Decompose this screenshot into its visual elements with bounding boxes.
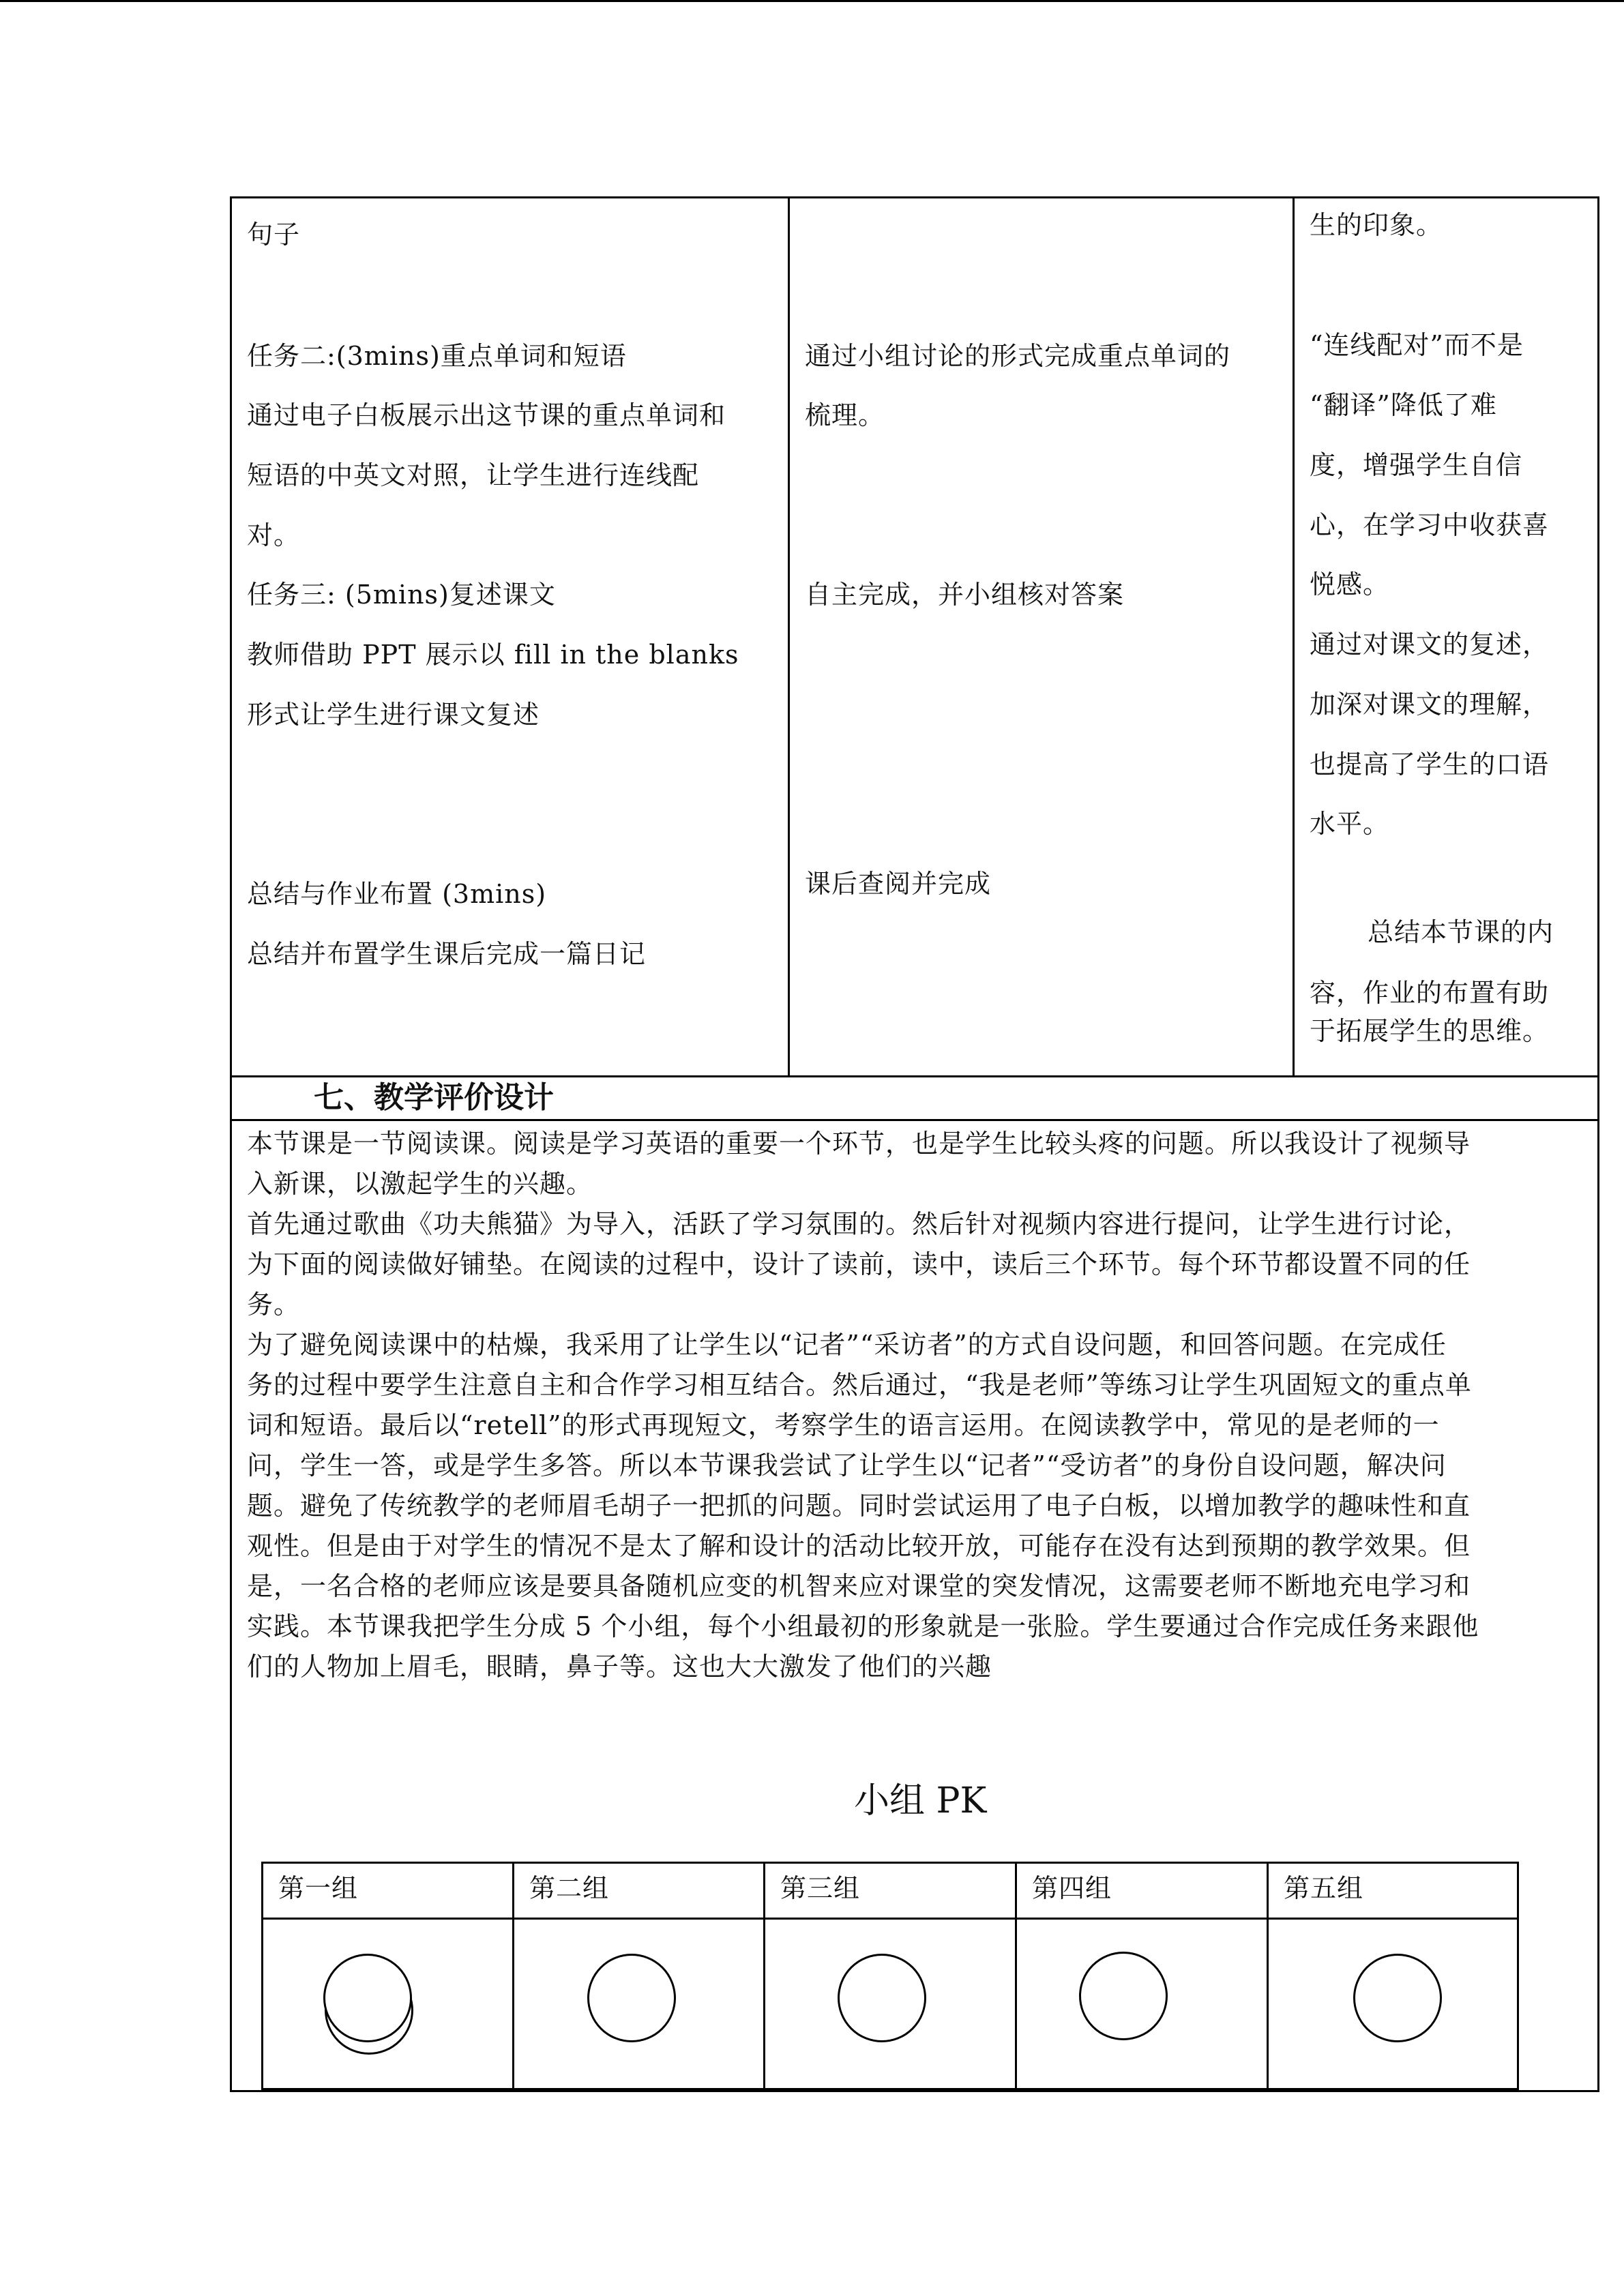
section-heading: 七、教学评价设计 [314,1080,554,1115]
pk-col-line [1015,1862,1017,2090]
col3-line-6: 悦感。 [1310,569,1390,599]
section-top-rule [230,1075,1599,1077]
pk-header-rule [261,1918,1519,1920]
col1-line-8: 形式让学生进行课文复述 [247,700,540,730]
eval-line-7: 务的过程中要学生注意自主和合作学习相互结合。然后通过，“我是老师”等练习让学生巩固短文的重点单 [247,1370,1472,1400]
eval-line-5: 务。 [247,1289,301,1320]
group-pk-title: 小组 PK [854,1780,987,1821]
pk-table-top [261,1862,1519,1864]
col3-line-11: 总结本节课的内 [1368,917,1554,947]
eval-line-13: 实践。本节课我把学生分成 5 个小组，每个小组最初的形象就是一张脸。学生要通过合作完成任务来跟他 [247,1611,1479,1641]
eval-line-4: 为下面的阅读做好铺垫。在阅读的过程中，设计了读前，读中，读后三个环节。每个环节都设置不同的任 [247,1249,1471,1279]
col3-line-2: “连线配对”而不是 [1310,330,1524,360]
col3-line-5: 心，在学习中收获喜 [1310,510,1550,540]
col1-line-5: 对。 [247,520,301,550]
pk-col-line [1267,1862,1269,2090]
group-1-face [323,1954,412,2042]
group-5-header: 第五组 [1284,1873,1364,1903]
eval-line-11: 观性。但是由于对学生的情况不是太了解和设计的活动比较开放，可能存在没有达到预期的教学效果。但 [247,1531,1471,1561]
eval-line-10: 题。避免了传统教学的老师眉毛胡子一把抓的问题。同时尝试运用了电子白板，以增加教学的趣味性和直 [247,1491,1471,1521]
col3-line-8: 加深对课文的理解， [1310,689,1550,719]
group-1-header: 第一组 [278,1873,359,1903]
col3-line-10: 水平。 [1310,809,1390,839]
col3-line-3: “翻译”降低了难 [1310,390,1497,420]
eval-line-9: 问，学生一答，或是学生多答。所以本节课我尝试了让学生以“记者”“受访者”的身份自设问题，解决问 [247,1450,1447,1480]
col1-line-10: 总结并布置学生课后完成一篇日记 [247,939,647,969]
col2-line-3: 自主完成，并小组核对答案 [805,580,1125,610]
eval-line-3: 首先通过歌曲《功夫熊猫》为导入，活跃了学习氛围的。然后针对视频内容进行提问，让学生进行讨论， [247,1209,1471,1239]
eval-line-14: 们的人物加上眉毛，眼睛，鼻子等。这也大大激发了他们的兴趣 [247,1652,992,1682]
col1-line-1: 句子 [247,220,301,250]
group-4-header: 第四组 [1032,1873,1112,1903]
group-4-face [1079,1952,1168,2040]
col3-line-9: 也提高了学生的口语 [1310,749,1550,779]
col1-line-7: 教师借助 PPT 展示以 fill in the blanks [247,640,739,670]
col3-line-13: 于拓展学生的思维。 [1310,1016,1550,1046]
eval-line-1: 本节课是一节阅读课。阅读是学习英语的重要一个环节，也是学生比较头疼的问题。所以我设计了视频导 [247,1129,1471,1159]
column-divider-2 [1293,196,1295,1077]
task3-title: 任务三: (5mins)复述课文 [247,580,556,610]
col1-line-3: 通过电子白板展示出这节课的重点单词和 [247,400,726,430]
eval-line-12: 是，一名合格的老师应该是要具备随机应变的机智来应对课堂的突发情况，这需要老师不断地充电学习和 [247,1571,1471,1601]
group-2-face [587,1954,676,2042]
col1-line-4: 短语的中英文对照，让学生进行连线配 [247,460,700,490]
summary-title: 总结与作业布置 (3mins) [247,879,547,909]
group-5-face [1353,1954,1442,2042]
pk-col-line [261,1862,263,2090]
eval-line-6: 为了避免阅读课中的枯燥，我采用了让学生以“记者”“采访者”的方式自设问题，和回答问题。在完成任 [247,1330,1447,1360]
group-3-face [838,1954,926,2042]
col3-line-7: 通过对课文的复述， [1310,629,1550,659]
col3-line-12: 容，作业的布置有助 [1310,978,1550,1008]
section-heading-rule [230,1119,1599,1121]
col3-line-1: 生的印象。 [1310,210,1443,240]
task2-title: 任务二:(3mins)重点单词和短语 [247,341,627,371]
pk-col-line [512,1862,514,2090]
col2-line-1: 通过小组讨论的形式完成重点单词的 [805,341,1231,371]
pk-table-bottom [261,2088,1519,2090]
column-divider-1 [788,196,790,1077]
eval-line-8: 词和短语。最后以“retell”的形式再现短文，考察学生的语言运用。在阅读教学中，常见的是老师的一 [247,1410,1440,1440]
col2-line-4: 课后查阅并完成 [805,869,992,899]
page-top-rule [0,0,1624,2]
col3-line-4: 度，增强学生自信 [1310,450,1523,480]
col2-line-2: 梳理。 [805,400,885,430]
group-2-header: 第二组 [529,1873,610,1903]
pk-col-line [1517,1862,1519,2090]
pk-col-line [763,1862,765,2090]
group-3-header: 第三组 [780,1873,861,1903]
eval-line-2: 入新课，以激起学生的兴趣。 [247,1169,593,1199]
